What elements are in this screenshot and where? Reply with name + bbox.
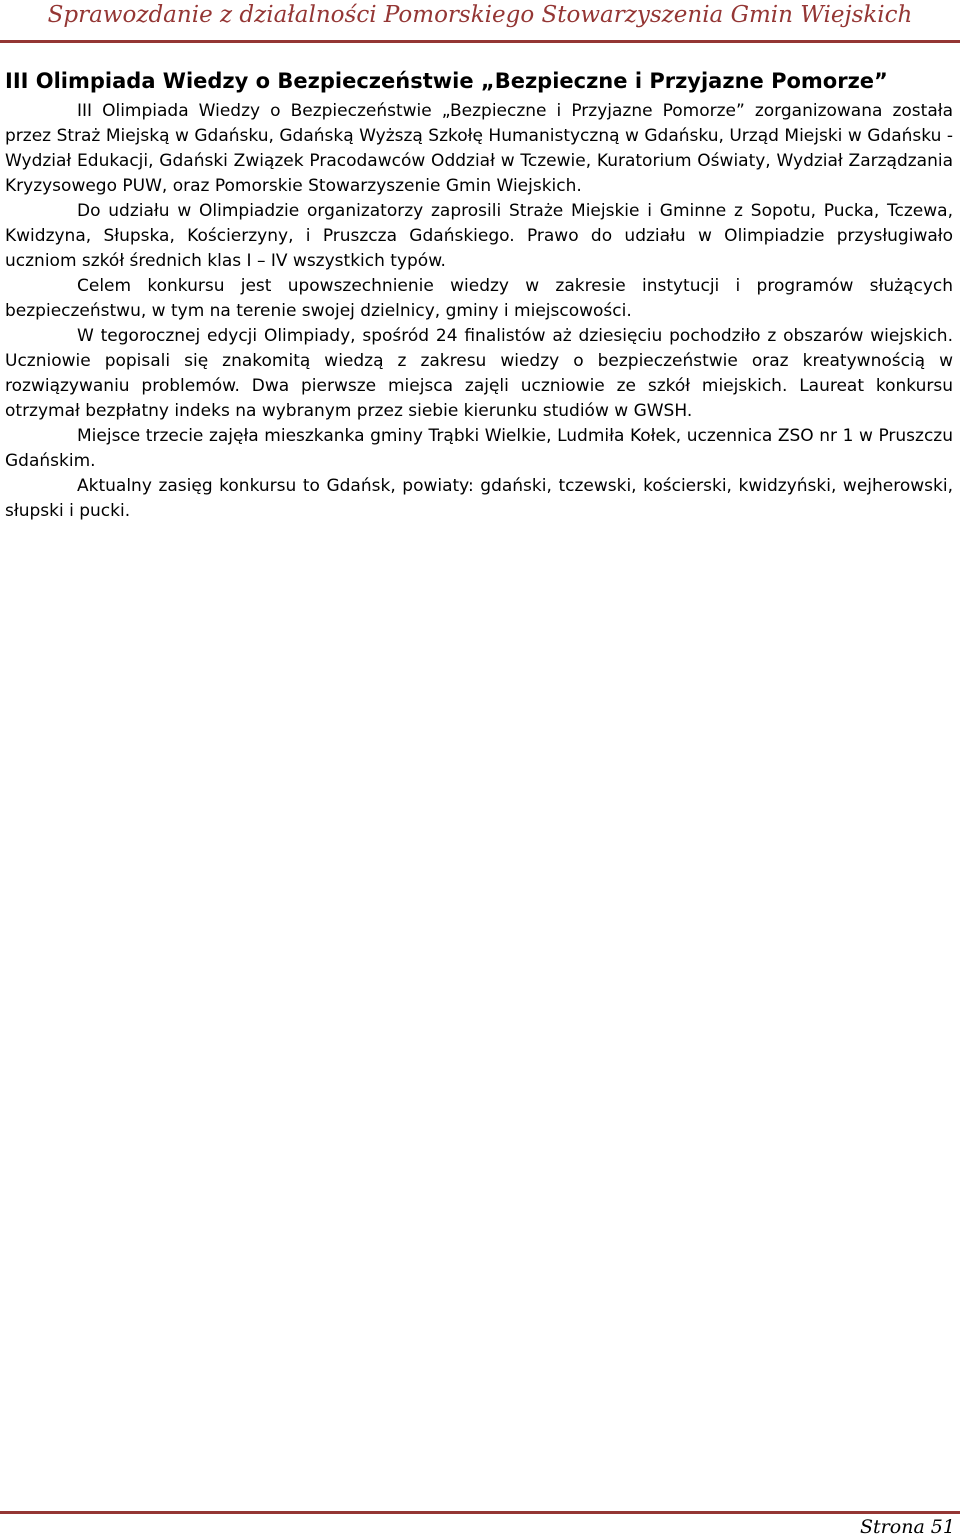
footer-rule [0,1511,960,1514]
running-header: Sprawozdanie z działalności Pomorskiego Stowarzyszenia Gmin Wiejskich [47,2,913,28]
paragraph-goal: Celem konkursu jest upowszechnienie wiedzy w zakresie instytucji i programów służących bezpieczeństwu, w tym na terenie swojej dzielnicy, gminy i miejscowości. [5,276,953,321]
paragraph-third-place: Miejsce trzecie zajęła mieszkanka gminy Trąbki Wielkie, Ludmiła Kołek, uczennica ZSO nr 1 w Pruszczu Gdańskim. [5,426,953,471]
page-number: Strona 51 [860,1516,955,1538]
page-body [5,67,953,524]
paragraph-results: W tegorocznej edycji Olimpiady, spośród 24 finalistów aż dziesięciu pochodziło z obszarów wiejskich. Uczniowie popisali się znakomitą wiedzą z zakresu wiedzy o bezpieczeństwie oraz kreatywnością w rozwiązywaniu problemów. Dwa pierwsze miejsca zajęli uczniowie ze szkół miejskich. Laureat konkursu otrzymał bezpłatny indeks na wybranym przez siebie kierunku studiów w GWSH. [5,326,953,421]
section-title: III Olimpiada Wiedzy o Bezpieczeństwie „Bezpieczne i Przyjazne Pomorze” [5,69,888,93]
paragraph-organizers: III Olimpiada Wiedzy o Bezpieczeństwie „Bezpieczne i Przyjazne Pomorze” zorganizowana została przez Straż Miejską w Gdańsku, Gdańską Wyższą Szkołę Humanistyczną w Gdańsku, Urząd Miejski w Gdańsku - Wydział Edukacji, Gdański Związek Pracodawców Oddział w Tczewie, Kuratorium Oświaty, Wydział Zarządzania Kryzysowego PUW, oraz Pomorskie Stowarzyszenie Gmin Wiejskich. [5,101,953,196]
paragraph-participants: Do udziału w Olimpiadzie organizatorzy zaprosili Straże Miejskie i Gminne z Sopotu, Pucka, Tczewa, Kwidzyna, Słupska, Kościerzyny, i Pruszcza Gdańskiego. Prawo do udziału w Olimpiadzie przysługiwało uczniom szkół średnich klas I – IV wszystkich typów. [5,201,953,271]
running-footer [0,1504,960,1538]
header-rule [0,40,960,43]
paragraph-coverage: Aktualny zasięg konkursu to Gdańsk, powiaty: gdański, tczewski, kościerski, kwidzyński, wejherowski, słupski i pucki. [5,476,953,521]
